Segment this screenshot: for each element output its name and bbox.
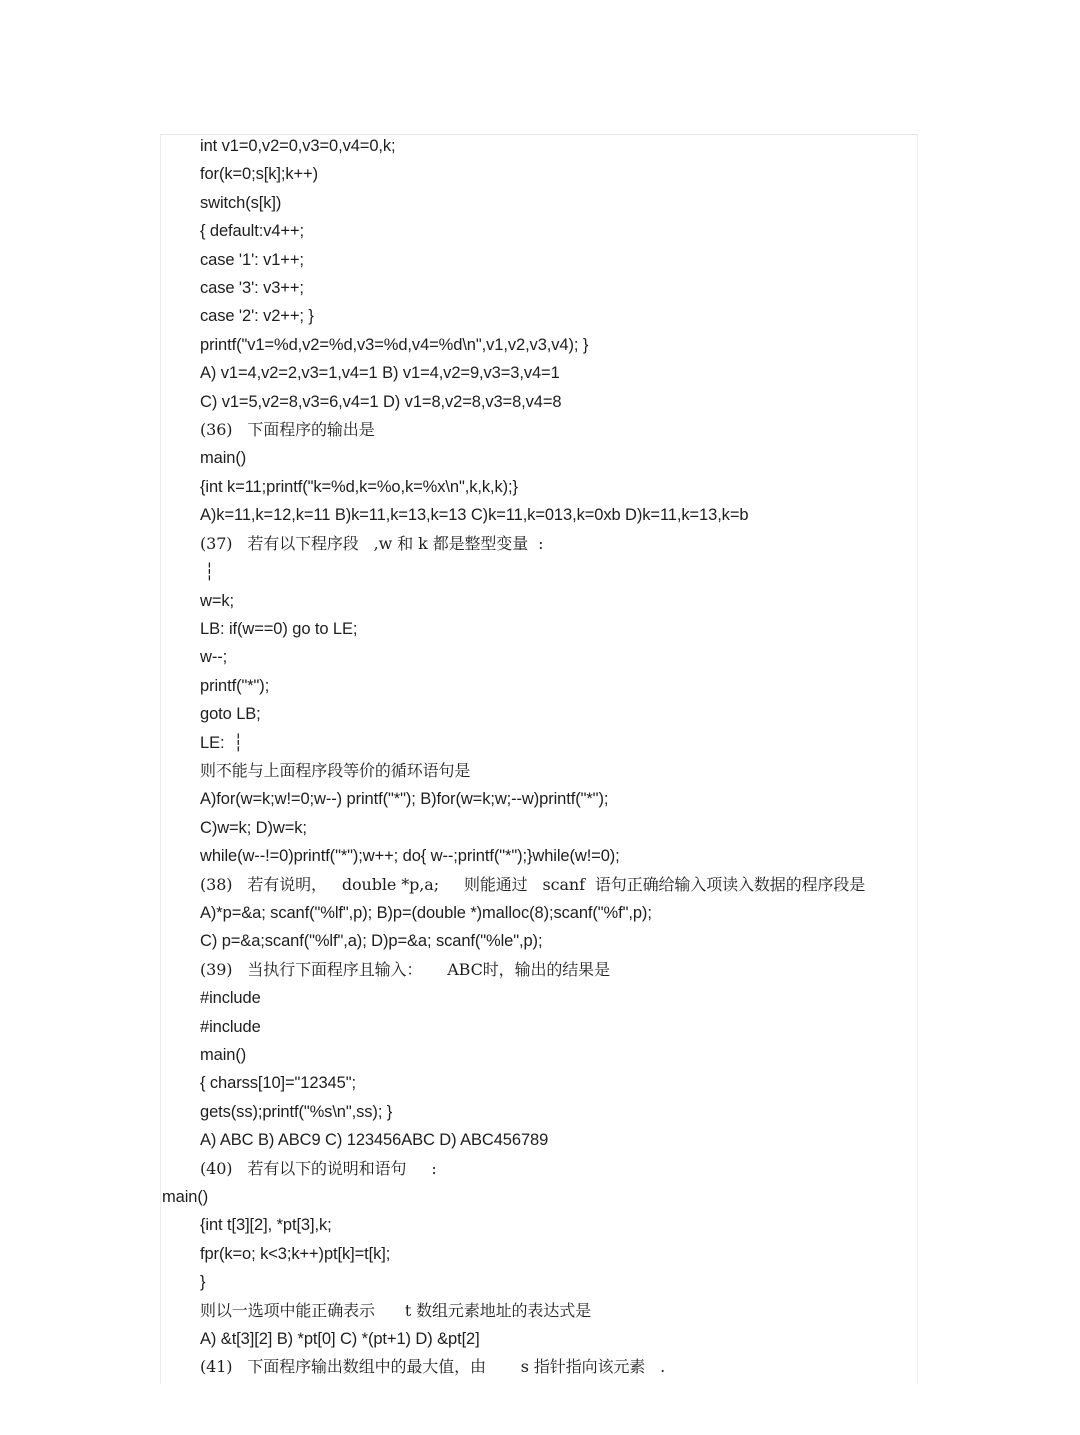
answer-options: A) &t[3][2] B) *pt[0] C) *(pt+1) D) &pt[2] bbox=[200, 1330, 480, 1349]
text-line: printf("*"); bbox=[200, 676, 270, 695]
answer-options: A)k=11,k=12,k=11 B)k=11,k=13,k=13 C)k=11,k=013,k=0xb D)k=11,k=13,k=b bbox=[200, 506, 749, 525]
answer-options: C) v1=5,v2=8,v3=6,v4=1 D) v1=8,v2=8,v3=8,v4=8 bbox=[200, 392, 562, 411]
text-line: fpr(k=o; k<3;k++)pt[k]=t[k]; bbox=[200, 1244, 391, 1263]
answer-options: A) v1=4,v2=2,v3=1,v4=1 B) v1=4,v2=9,v3=3,v4=1 bbox=[200, 364, 560, 383]
text-line: case '3': v3++; bbox=[200, 279, 304, 298]
question-36: (36) 下面程序的输出是 bbox=[200, 420, 375, 440]
answer-options: A) ABC B) ABC9 C) 123456ABC D) ABC456789 bbox=[200, 1131, 549, 1150]
text-line: for(k=0;s[k];k++) bbox=[200, 165, 318, 184]
question-prompt: 则不能与上面程序段等价的循环语句是 bbox=[200, 760, 471, 780]
text-line: {int k=11;printf("k=%d,k=%o,k=%x\n",k,k,k);} bbox=[200, 477, 518, 496]
text-line: #include bbox=[200, 1017, 261, 1036]
text-line: main() bbox=[162, 1188, 209, 1207]
question-prompt: 则以一选项中能正确表示 t 数组元素地址的表达式是 bbox=[200, 1300, 592, 1320]
text-line: int v1=0,v2=0,v3=0,v4=0,k; bbox=[200, 137, 396, 155]
text-line: case '1': v1++; bbox=[200, 250, 304, 269]
answer-options: A)*p=&a; scanf("%lf",p); B)p=(double *)malloc(8);scanf("%f",p); bbox=[200, 903, 652, 922]
text-line: #include bbox=[200, 989, 261, 1008]
document-body bbox=[0, 132, 1080, 1382]
question-40: (40) 若有以下的说明和语句 : bbox=[200, 1158, 437, 1178]
text-line: } bbox=[200, 1273, 206, 1292]
text-line: main() bbox=[200, 449, 247, 468]
text-line: ┆ bbox=[200, 563, 215, 582]
text-line: w--; bbox=[200, 648, 228, 667]
answer-options: while(w--!=0)printf("*");w++; do{ w--;printf("*");}while(w!=0); bbox=[200, 847, 620, 866]
question-37: (37) 若有以下程序段 ,w 和 k 都是整型变量 : bbox=[200, 533, 544, 553]
question-39: (39) 当执行下面程序且输入： ABC时，输出的结果是 bbox=[200, 959, 610, 979]
text-line: w=k; bbox=[200, 591, 234, 610]
text-line: {int t[3][2], *pt[3],k; bbox=[200, 1216, 332, 1235]
text-line: gets(ss);printf("%s\n",ss); } bbox=[200, 1102, 393, 1121]
text-line: LB: if(w==0) go to LE; bbox=[200, 619, 358, 638]
question-38: (38) 若有说明， double *p,a; 则能通过 scanf 语句正确给输入项读入数据的程序段是 bbox=[200, 874, 866, 894]
text-line: switch(s[k]) bbox=[200, 193, 282, 212]
text-line: main() bbox=[200, 1046, 247, 1064]
text-line: case '2': v2++; } bbox=[200, 307, 314, 326]
text-line: printf("v1=%d,v2=%d,v3=%d,v4=%d\n",v1,v2,v3,v4); } bbox=[200, 335, 589, 354]
answer-options: A)for(w=k;w!=0;w--) printf("*"); B)for(w=k;w;--w)printf("*"); bbox=[200, 790, 609, 809]
text-line: LE: ┆ bbox=[200, 733, 244, 752]
answer-options: C)w=k; D)w=k; bbox=[200, 818, 307, 837]
text-line: { default:v4++; bbox=[200, 222, 305, 241]
text-line: goto LB; bbox=[200, 705, 261, 724]
answer-options: C) p=&a;scanf("%lf",a); D)p=&a; scanf("%le",p); bbox=[200, 932, 543, 951]
text-line: { charss[10]="12345"; bbox=[200, 1074, 356, 1093]
question-41: (41) 下面程序输出数组中的最大值，由 s 指针指向该元素 . bbox=[200, 1357, 666, 1377]
